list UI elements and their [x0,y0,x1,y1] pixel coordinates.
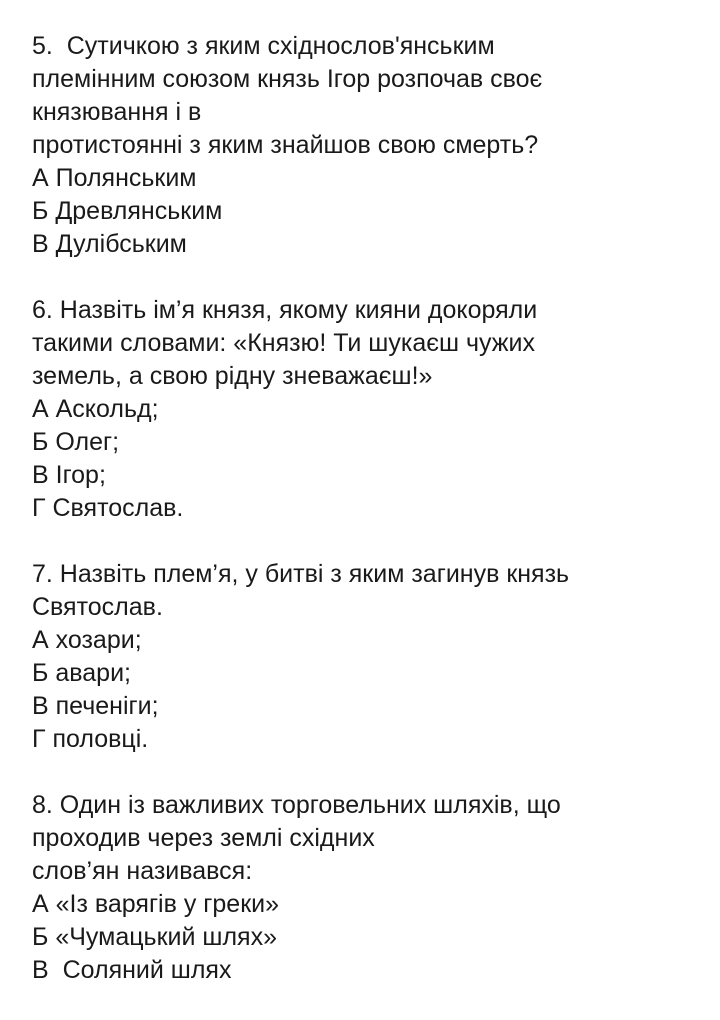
question-text-line: земель, а свою рідну зневажаєш!» [32,362,433,390]
answer-option: Б авари; [32,659,131,687]
answer-option: А Полянським [32,164,197,192]
answer-option: В Дулібським [32,230,187,258]
answer-option: В Ігор; [32,461,106,489]
question-text-line: 6. Назвіть ім’я князя, якому кияни докоряли [32,296,538,324]
question-text-line: протистоянні з яким знайшов свою смерть? [32,131,539,159]
answer-option: А «Із варягів у греки» [32,890,280,918]
answer-option: В печеніги; [32,692,159,720]
question-text-line: князювання і в [32,98,202,126]
question-text-line: слов’ян називався: [32,857,253,885]
question-text-line: такими словами: «Князю! Ти шукаєш чужих [32,329,535,357]
answer-option: Б «Чумацький шлях» [32,923,277,951]
answer-option: А Аскольд; [32,395,159,423]
question-text-line: 7. Назвіть плем’я, у битві з яким загинув князь [32,560,570,588]
question-5 [32,30,712,261]
question-8 [32,789,712,987]
answer-option: Г Святослав. [32,494,184,522]
answer-option: В Соляний шлях [32,956,232,984]
question-6 [32,294,712,525]
question-text-line: 5. Сутичкою з яким східнослов'янським [32,32,495,60]
question-text-line: Святослав. [32,593,163,621]
answer-option: Б Олег; [32,428,120,456]
answer-option: Б Древлянським [32,197,223,225]
question-text-line: племінним союзом князь Ігор розпочав своє [32,65,543,93]
quiz-document [32,30,712,1020]
answer-option: А хозари; [32,626,142,654]
question-7 [32,558,712,756]
question-text-line: 8. Один із важливих торговельних шляхів, що [32,791,561,819]
answer-option: Г половці. [32,725,149,753]
question-text-line: проходив через землі східних [32,824,375,852]
